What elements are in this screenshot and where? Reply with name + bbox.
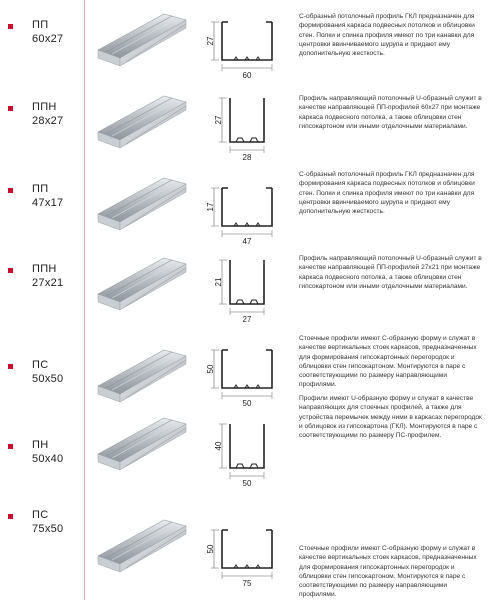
dim-width-label: 50 — [242, 479, 252, 488]
profile-photo — [92, 342, 192, 410]
dim-width-label: 60 — [242, 71, 252, 80]
profile-photo-svg — [92, 342, 192, 410]
profile-cross-section — [198, 88, 286, 164]
profile-photo-svg — [92, 410, 192, 478]
cross-section-svg — [198, 250, 286, 326]
profile-code — [32, 358, 63, 386]
red-square-bullet — [8, 268, 13, 273]
profile-photo — [92, 170, 192, 238]
profile-photo — [92, 512, 192, 580]
dim-height-label: 50 — [206, 544, 215, 554]
dim-height-label: 27 — [206, 36, 215, 46]
profile-description: Профиль направляющий потолочный U-образный служит в качестве направляющей ПП-профилей 27х21 при монтаже каркаса подвесного потолка, а также облицовки стен гипсокартоном или иными отделочными материалами. — [299, 255, 482, 290]
profile-photo — [92, 6, 192, 74]
cross-section-svg — [198, 516, 286, 592]
cross-section-svg — [198, 174, 286, 250]
red-square-bullet — [8, 364, 13, 369]
profile-code-size: 50x40 — [32, 453, 64, 465]
red-square-bullet — [8, 444, 13, 449]
profile-code — [32, 508, 63, 536]
dim-width-label: 47 — [242, 237, 252, 246]
profile-description: Профили имеют U-образную форму и служат в качестве направляющих для стоечных профилей, а также для устройства перемычек между ними в каркасах перегородок и облицовок из гипсокартона (ГКЛ). Монтируются в паре с соответствующими по размеру ПС-профилем. — [299, 395, 482, 440]
profile-photo — [92, 88, 192, 156]
profile-photo-svg — [92, 88, 192, 156]
profile-description: С-образный потолочный профиль ГКЛ предназначен для формирования каркаса подвесных потолков и облицовки стен. Полки и спинка профиля имеют по три канавки для центровки ввинчиваемого шурупа и придают ему дополнительную жесткость. — [299, 171, 475, 216]
profile-code — [32, 18, 63, 46]
cross-section-svg — [198, 88, 286, 164]
profile-description: Стоечные профили имеют С-образную форму и служат в качестве вертикальных стоек каркасов, предназначенных для формирования гипсокартонных перегородок и облицовки стен гипсокартоном. Монтируются в паре с соответствующими по размеру направляющими профилями. — [299, 545, 477, 599]
profile-description: Стоечные профили имеют С-образную форму и служат в качестве вертикальных стоек каркасов, предназначенных для формирования гипсокартонных перегородок и облицовки стен гипсокартоном. Монтируются в паре с соответствующими по размеру направляющими профилями. — [299, 335, 477, 389]
profile-code — [32, 438, 63, 466]
profile-code — [32, 262, 63, 290]
profile-code-type: ППН — [32, 263, 57, 275]
profile-row — [0, 395, 491, 500]
profile-code-type: ПН — [32, 439, 49, 451]
profile-code-type: ПП — [32, 19, 49, 31]
profile-cross-section — [198, 250, 286, 326]
cross-section-svg — [198, 8, 286, 84]
profile-code-type: ПС — [32, 509, 49, 521]
profile-code — [32, 182, 63, 210]
cross-section-svg — [198, 414, 286, 490]
profile-description: С-образный потолочный профиль ГКЛ предназначен для формирования каркаса подвесных потолков и облицовки стен. Полки и спинка профиля имеют по три канавки для центровки ввинчиваемого шурупа и придают ему дополнительную жесткость. — [299, 13, 475, 58]
profile-code-size: 75x50 — [32, 523, 64, 535]
dim-width-label: 28 — [242, 153, 252, 162]
dim-width-label: 27 — [242, 315, 252, 324]
profile-code-size: 47x17 — [32, 197, 64, 209]
profile-photo-svg — [92, 170, 192, 238]
profile-row — [0, 170, 491, 256]
profile-code-type: ПП — [32, 183, 49, 195]
profile-description: Профиль направляющий потолочный U-образный служит в качестве направляющей ПП-профилей 60х27 при монтаже каркаса подвесного потолка, а также облицовки стен гипсокартоном или иными отделочными материалами. — [299, 95, 482, 130]
profile-cross-section — [198, 414, 286, 490]
dim-width-label: 75 — [242, 579, 252, 588]
profile-code-size: 50x50 — [32, 373, 64, 385]
red-square-bullet — [8, 106, 13, 111]
profile-cross-section — [198, 174, 286, 250]
profile-row — [0, 250, 491, 336]
profile-code-size: 60x27 — [32, 33, 64, 45]
profile-photo-svg — [92, 6, 192, 74]
profile-cross-section — [198, 8, 286, 84]
profile-photo — [92, 250, 192, 318]
cross-section-svg — [198, 336, 286, 412]
profile-photo-svg — [92, 512, 192, 580]
dim-height-label: 50 — [206, 364, 215, 374]
red-square-bullet — [8, 514, 13, 519]
profile-photo — [92, 410, 192, 478]
red-square-bullet — [8, 24, 13, 29]
profile-code-size: 27x21 — [32, 277, 64, 289]
profile-row — [0, 500, 491, 599]
profile-row — [0, 2, 491, 88]
profile-cross-section — [198, 336, 286, 412]
profile-code — [32, 100, 63, 128]
profile-row — [0, 86, 491, 172]
dim-width-label: 50 — [242, 399, 252, 408]
profile-cross-section — [198, 516, 286, 592]
profile-code-type: ППН — [32, 101, 57, 113]
dim-height-label: 40 — [214, 441, 223, 451]
profile-photo-svg — [92, 250, 192, 318]
red-square-bullet — [8, 188, 13, 193]
profile-code-size: 28x27 — [32, 115, 64, 127]
dim-height-label: 17 — [206, 202, 215, 212]
dim-height-label: 21 — [214, 277, 223, 287]
dim-height-label: 27 — [214, 115, 223, 125]
profile-code-type: ПС — [32, 359, 49, 371]
